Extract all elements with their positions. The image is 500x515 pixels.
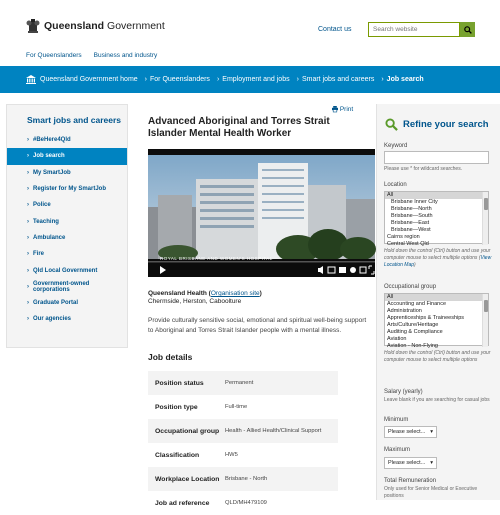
print-link[interactable]: Print	[332, 106, 353, 113]
keyword-note: Please use * for wildcard searches.	[384, 166, 463, 172]
job-locations: Chermside, Herston, Caboolture	[148, 298, 242, 305]
sidebar-item-fire[interactable]: › Fire	[27, 251, 45, 258]
organisation-site-link[interactable]: Organisation site	[210, 290, 260, 297]
table-row: Workplace Location Brisbane - North	[148, 467, 338, 491]
contact-us-link[interactable]: Contact us	[318, 26, 352, 33]
chevron-right-icon: ›	[27, 153, 29, 160]
job-details-table	[148, 371, 338, 515]
printer-icon	[332, 106, 338, 112]
listbox-scrollbar[interactable]	[482, 192, 488, 245]
video-controls	[148, 261, 375, 277]
chevron-right-icon: ›	[27, 137, 29, 144]
table-row: Job ad reference QLD/MH479109	[155, 499, 267, 507]
list-item[interactable]: Brisbane Inner City	[391, 199, 438, 205]
breadcrumb-employment[interactable]: Employment and jobs	[222, 76, 290, 83]
chevron-right-icon: ›	[27, 267, 29, 274]
chevron-right-icon: ›	[144, 76, 148, 83]
salary-label: Salary (yearly)	[384, 389, 423, 395]
occupational-group-label: Occupational group	[384, 284, 437, 290]
list-item[interactable]: Central West Qld	[387, 241, 429, 247]
dropdown-arrow-icon: ▾	[430, 429, 433, 435]
sidebar-item-teaching[interactable]: › Teaching	[27, 218, 59, 225]
breadcrumb-job-search: Job search	[386, 76, 424, 83]
maximum-salary-select[interactable]: Please select... ▾	[384, 457, 437, 469]
search-icon	[464, 26, 472, 34]
search-button[interactable]	[460, 22, 475, 37]
qld-gov-logo[interactable]	[26, 18, 165, 34]
logo-text: Queensland Government	[44, 20, 165, 32]
location-note: Hold down the control (Ctrl) button and use your computer mouse to select multiple options (View Location Map)	[384, 248, 492, 268]
maximum-label: Maximum	[384, 447, 411, 453]
sidebar-item-graduate-portal[interactable]: › Graduate Portal	[27, 300, 79, 307]
chevron-right-icon: ›	[296, 76, 299, 83]
section-nav	[6, 104, 128, 348]
list-item[interactable]: Brisbane—South	[391, 213, 433, 219]
sidebar-item-local-government[interactable]: › Qld Local Government	[27, 267, 98, 274]
audience-nav	[26, 52, 157, 59]
job-details-heading: Job details	[148, 352, 193, 362]
breadcrumb-smart-jobs[interactable]: Smart jobs and careers	[301, 76, 375, 83]
chevron-right-icon: ›	[216, 76, 220, 83]
chevron-right-icon: ›	[27, 169, 29, 176]
table-row: Position status Permanent	[148, 371, 338, 395]
list-item[interactable]: Auditing & Compliance	[387, 329, 443, 335]
breadcrumb	[0, 66, 500, 93]
nav-business-industry[interactable]: Business and industry	[93, 52, 158, 59]
table-row: Classification HW5	[155, 451, 238, 459]
breadcrumb-for-queenslanders[interactable]: For Queenslanders	[150, 76, 210, 83]
table-row: Position type Full-time	[155, 403, 248, 411]
chevron-right-icon: ›	[27, 316, 29, 323]
chevron-right-icon: ›	[27, 234, 29, 241]
chevron-right-icon: ›	[27, 300, 29, 307]
sidebar-item-police[interactable]: › Police	[27, 202, 51, 209]
nav-for-queenslanders[interactable]: For Queenslanders	[26, 52, 82, 59]
chevron-right-icon: ›	[27, 283, 29, 290]
list-item[interactable]: Aviation - Non-Flying	[387, 343, 438, 349]
total-remuneration-note: Only used for Senior Medical or Executive positions	[384, 486, 478, 499]
sidebar-item-job-search[interactable]: › Job search	[7, 148, 127, 164]
list-item[interactable]: All	[385, 294, 488, 301]
play-icon[interactable]	[160, 266, 166, 274]
chevron-right-icon: ›	[27, 202, 29, 209]
occupational-group-listbox[interactable]	[384, 293, 489, 349]
fullscreen-icon[interactable]	[369, 266, 374, 274]
refine-heading: Refine your search	[385, 118, 489, 131]
minimum-label: Minimum	[384, 417, 409, 423]
list-item[interactable]: Administration	[387, 308, 422, 314]
organisation: Queensland Health (Organisation site)	[148, 290, 262, 297]
listbox-scrollbar[interactable]	[482, 294, 488, 347]
sidebar-item-our-agencies[interactable]: › Our agencies	[27, 316, 72, 323]
job-title: Advanced Aboriginal and Torres Strait Islander Mental Health Worker	[148, 116, 330, 139]
chevron-right-icon: ›	[27, 218, 29, 225]
salary-note: Leave blank if you are searching for casual jobs	[384, 397, 490, 403]
coat-of-arms-icon	[26, 18, 40, 34]
keyword-input[interactable]	[384, 151, 489, 164]
captions-icon[interactable]	[328, 267, 335, 273]
view-location-map-link[interactable]: View Location Map	[384, 255, 492, 268]
list-item[interactable]: Arts/Culture/Heritage	[387, 322, 439, 328]
scrollbar-thumb[interactable]	[484, 198, 488, 210]
sidebar-item-register[interactable]: › Register for My SmartJob	[27, 186, 107, 193]
occupational-group-note: Hold down the control (Ctrl) button and use your computer mouse to select multiple options	[384, 350, 491, 363]
breadcrumb-home[interactable]: Queensland Government home	[40, 76, 138, 83]
list-item[interactable]: Accounting and Finance	[387, 301, 447, 307]
keyword-label: Keyword	[384, 143, 408, 149]
chevron-right-icon: ›	[27, 251, 29, 258]
refine-search-panel	[376, 104, 500, 500]
scrollbar-thumb[interactable]	[484, 300, 488, 312]
list-item[interactable]: Aviation	[387, 336, 407, 342]
list-item[interactable]: Brisbane—West	[391, 227, 431, 233]
video-player[interactable]	[148, 149, 375, 277]
job-summary: Provide culturally sensitive social, emotional and spiritual well-being support to Aboriginal and Torres Strait Islander people with a mental illness.	[148, 317, 367, 334]
site-header	[0, 0, 500, 68]
video-caption: ROYAL BRISBANE AND WOMEN'S HOSPITAL	[160, 256, 273, 261]
miniplayer-icon[interactable]	[339, 267, 346, 273]
section-nav-title[interactable]: Smart jobs and careers	[27, 115, 122, 125]
magnifier-icon	[385, 118, 398, 131]
table-row: Occupational group Health - Allied Health/Clinical Support	[148, 419, 338, 443]
sidebar-item-behere4qld[interactable]: › #BeHere4Qld	[27, 137, 71, 144]
list-item[interactable]: All	[385, 192, 488, 199]
sidebar-item-gocs[interactable]: › Government-owned corporations	[27, 280, 90, 293]
total-remuneration-label: Total Remuneration	[384, 478, 437, 484]
chevron-right-icon: ›	[381, 76, 384, 83]
chevron-right-icon: ›	[27, 186, 29, 193]
list-item[interactable]: Brisbane—North	[391, 206, 432, 212]
settings-gear-icon[interactable]	[350, 267, 356, 273]
minimum-salary-select[interactable]: Please select... ▾	[384, 426, 437, 438]
list-item[interactable]: Cairns region	[387, 234, 420, 240]
volume-icon[interactable]	[318, 266, 323, 274]
building-icon	[26, 75, 36, 84]
dropdown-arrow-icon: ▾	[430, 460, 433, 466]
sidebar-item-my-smartjob[interactable]: › My SmartJob	[27, 169, 71, 176]
sidebar-item-ambulance[interactable]: › Ambulance	[27, 234, 66, 241]
location-label: Location	[384, 182, 407, 188]
location-listbox[interactable]	[384, 191, 489, 247]
search-input[interactable]	[368, 22, 460, 37]
list-item[interactable]: Apprenticeships & Traineeships	[387, 315, 465, 321]
job-content	[148, 104, 370, 507]
theater-icon[interactable]	[360, 267, 366, 273]
list-item[interactable]: Brisbane—East	[391, 220, 430, 226]
